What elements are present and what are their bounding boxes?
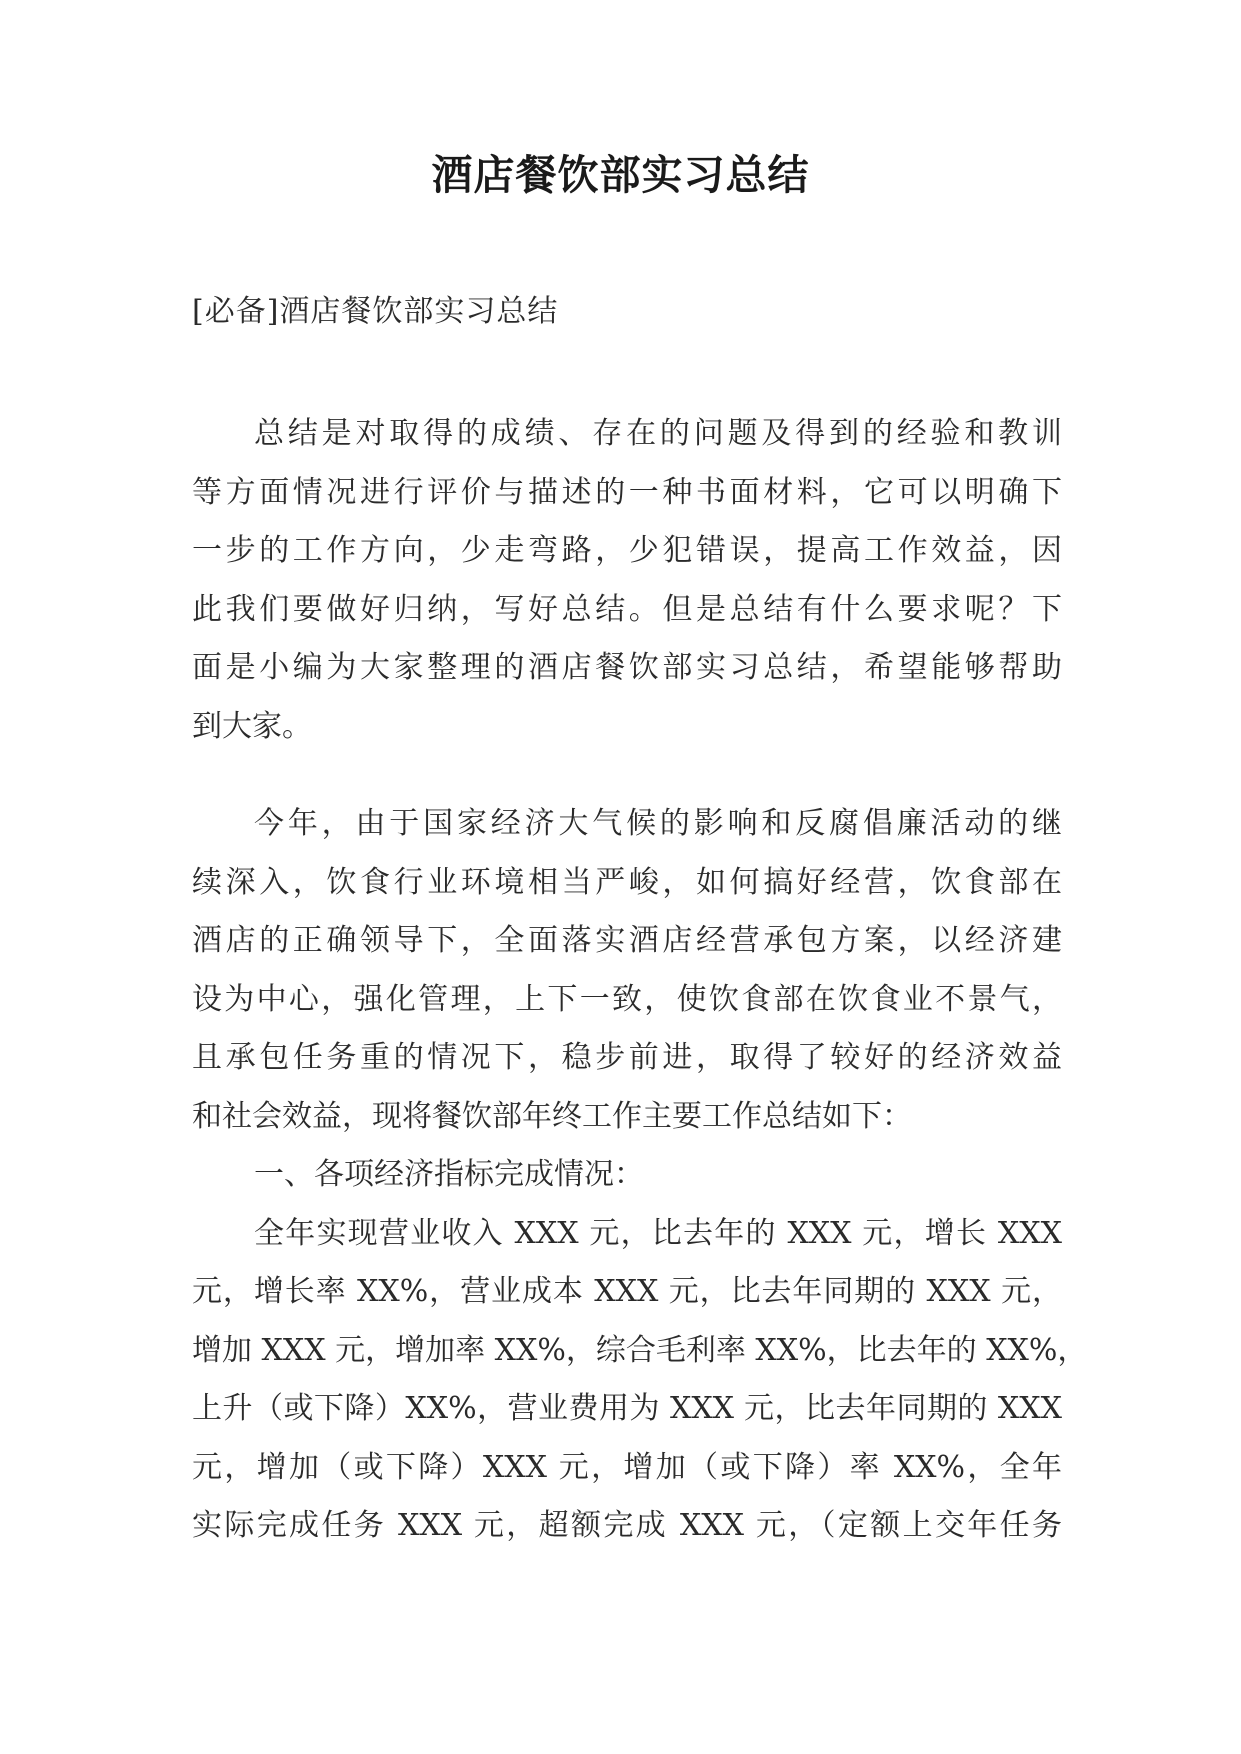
text-line: 实际完成任务 XXX 元，超额完成 XXX 元，（定额上交年任务 (192, 1508, 1062, 1543)
section-heading: 一、各项经济指标完成情况： (254, 1157, 644, 1192)
text-line: 上升（或下降）XX%，营业费用为 XXX 元，比去年同期的 XXX (192, 1391, 1062, 1426)
text-line: 元，增长率 XX%，营业成本 XXX 元，比去年同期的 XXX 元， (192, 1274, 1062, 1309)
text-line: 总结是对取得的成绩、存在的问题及得到的经验和教训 (254, 416, 1062, 451)
document-subtitle: [必备]酒店餐饮部实习总结 (192, 294, 559, 329)
text-line: 设为中心，强化管理，上下一致，使饮食部在饮食业不景气， (192, 981, 1062, 1017)
document-title: 酒店餐饮部实习总结 (431, 151, 810, 199)
text-line: 酒店的正确领导下，全面落实酒店经营承包方案，以经济建 (192, 923, 1062, 958)
text-line: 等方面情况进行评价与描述的一种书面材料，它可以明确下 (192, 474, 1062, 510)
text-line: 续深入，饮食行业环境相当严峻，如何搞好经营，饮食部在 (192, 864, 1062, 900)
body-paragraph (192, 795, 1088, 1556)
text-line: 一步的工作方向，少走弯路，少犯错误，提高工作效益，因 (192, 533, 1062, 568)
text-line: 元，增加（或下降）XXX 元，增加（或下降）率 XX%，全年 (192, 1449, 1062, 1485)
text-line: 面是小编为大家整理的酒店餐饮部实习总结，希望能够帮助 (192, 650, 1062, 685)
intro-paragraph (192, 405, 1062, 756)
text-line: 到大家。 (192, 708, 312, 744)
text-line: 全年实现营业收入 XXX 元，比去年的 XXX 元，增长 XXX (254, 1215, 1062, 1251)
text-line: 和社会效益，现将餐饮部年终工作主要工作总结如下： (192, 1098, 912, 1134)
text-line: 增加 XXX 元，增加率 XX%，综合毛利率 XX%，比去年的 XX%， (192, 1332, 1088, 1368)
text-line: 且承包任务重的情况下，稳步前进，取得了较好的经济效益 (192, 1040, 1062, 1075)
text-line: 今年，由于国家经济大气候的影响和反腐倡廉活动的继 (254, 806, 1062, 841)
text-line: 此我们要做好归纳，写好总结。但是总结有什么要求呢？下 (192, 591, 1062, 627)
